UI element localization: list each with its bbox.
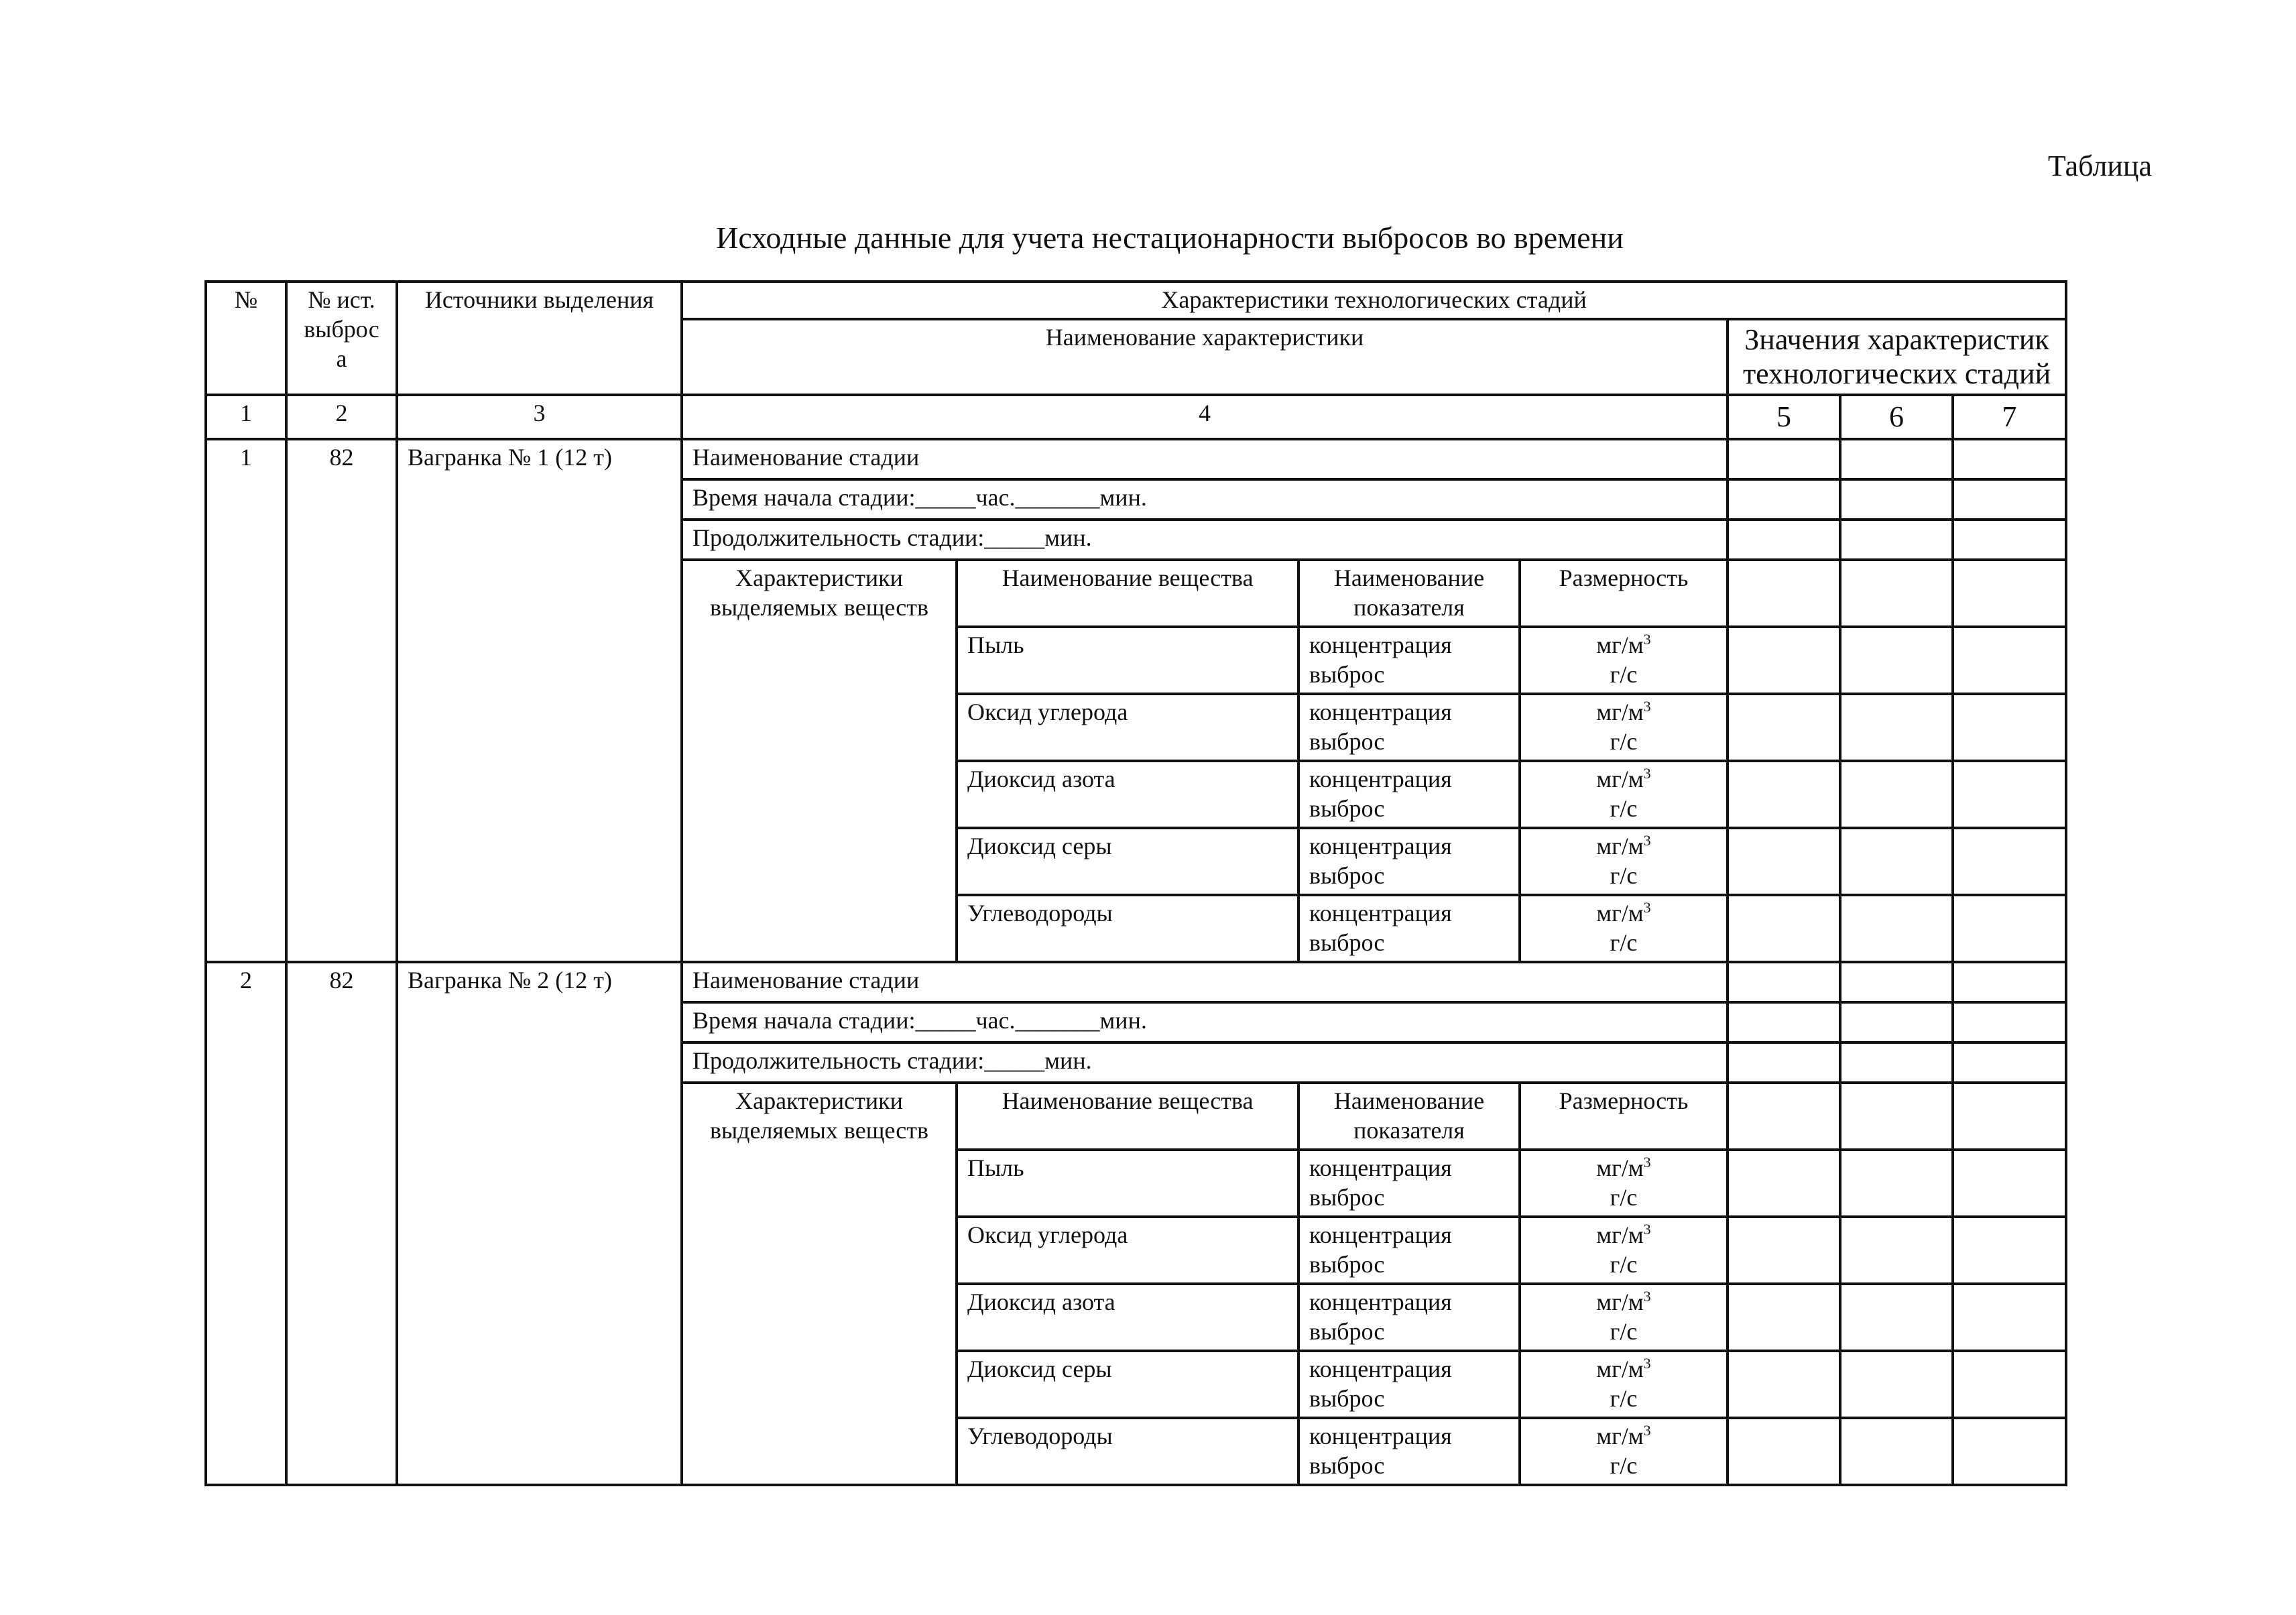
value-cell [1728, 1418, 1840, 1485]
column-number-1: 1 [206, 395, 286, 439]
substance-name-header: Наименование вещества [957, 1083, 1298, 1150]
header-characteristic-values: Значения характеристик технологических стадий [1728, 319, 2066, 395]
value-cell [1728, 694, 1840, 761]
dimension-cell: $мг/м^3$ г/с [1520, 1418, 1728, 1485]
value-cell [1840, 1351, 1953, 1418]
value-cell [1953, 560, 2066, 627]
value-cell [1953, 479, 2066, 520]
value-cell [1840, 895, 1953, 962]
substance-name: Оксид углерода [957, 694, 1298, 761]
indicator-cell: концентрация выброс [1298, 1284, 1520, 1351]
emission-source-number: 82 [286, 439, 397, 962]
substance-name: Углеводороды [957, 1418, 1298, 1485]
value-cell [1728, 1083, 1840, 1150]
dimension-cell: $мг/м^3$ г/с [1520, 1217, 1728, 1284]
indicator-cell: концентрация выброс [1298, 694, 1520, 761]
value-cell [1953, 520, 2066, 560]
substance-name: Диоксид азота [957, 1284, 1298, 1351]
value-cell [1728, 828, 1840, 895]
indicator-cell: концентрация выброс [1298, 1150, 1520, 1217]
row-number: 1 [206, 439, 286, 962]
value-cell [1840, 479, 1953, 520]
header-no: № [206, 282, 286, 395]
dimension-header: Размерность [1520, 560, 1728, 627]
value-cell [1953, 627, 2066, 694]
value-cell [1953, 1002, 2066, 1042]
value-cell [1840, 1217, 1953, 1284]
value-cell [1840, 560, 1953, 627]
value-cell [1840, 1042, 1953, 1083]
indicator-cell: концентрация выброс [1298, 761, 1520, 828]
value-cell [1840, 1418, 1953, 1485]
column-number-7: 7 [1953, 395, 2066, 439]
value-cell [1953, 694, 2066, 761]
value-cell [1728, 895, 1840, 962]
document-title: Исходные данные для учета нестационарности выбросов во времени [716, 221, 1624, 255]
substance-name: Углеводороды [957, 895, 1298, 962]
dimension-cell: $мг/м^3$ г/с [1520, 1284, 1728, 1351]
row-number-continued [206, 1002, 286, 1485]
value-cell [1953, 439, 2066, 479]
row-number: 2 [206, 962, 286, 1002]
substance-name-header: Наименование вещества [957, 560, 1298, 627]
stage-name-label: Наименование стадии [682, 962, 1728, 1002]
value-cell [1728, 627, 1840, 694]
substance-name: Диоксид серы [957, 1351, 1298, 1418]
value-cell [1728, 1351, 1840, 1418]
column-number-3: 3 [397, 395, 682, 439]
dimension-cell: $мг/м^3$ г/с [1520, 1150, 1728, 1217]
value-cell [1840, 439, 1953, 479]
value-cell [1840, 520, 1953, 560]
value-cell [1953, 1418, 2066, 1485]
value-cell [1728, 439, 1840, 479]
value-cell [1728, 1150, 1840, 1217]
indicator-name-header: Наименование показателя [1298, 1083, 1520, 1150]
source-group-2 [206, 962, 2066, 1485]
source-name: Вагранка № 2 (12 т) [397, 962, 682, 1002]
indicator-cell: концентрация выброс [1298, 627, 1520, 694]
column-number-6: 6 [1840, 395, 1953, 439]
value-cell [1728, 1217, 1840, 1284]
stage-name-label: Наименование стадии [682, 439, 1728, 479]
value-cell [1953, 1150, 2066, 1217]
substance-name: Пыль [957, 627, 1298, 694]
value-cell [1728, 761, 1840, 828]
substance-name: Диоксид серы [957, 828, 1298, 895]
dimension-header: Размерность [1520, 1083, 1728, 1150]
column-number-5: 5 [1728, 395, 1840, 439]
header-tech-stages: Характеристики технологических стадий [682, 282, 2066, 319]
source-name: Вагранка № 1 (12 т) [397, 439, 682, 962]
substance-name: Пыль [957, 1150, 1298, 1217]
indicator-cell: концентрация выброс [1298, 895, 1520, 962]
value-cell [1953, 1083, 2066, 1150]
dimension-cell: $мг/м^3$ г/с [1520, 761, 1728, 828]
value-cell [1728, 962, 1840, 1002]
value-cell [1840, 828, 1953, 895]
value-cell [1840, 962, 1953, 1002]
value-cell [1953, 1284, 2066, 1351]
value-cell [1840, 1150, 1953, 1217]
stage-start-time-label: Время начала стадии:_____час._______мин. [682, 1002, 1728, 1042]
value-cell [1840, 1002, 1953, 1042]
indicator-cell: концентрация выброс [1298, 828, 1520, 895]
table-label: Таблица [2047, 149, 2152, 182]
value-cell [1728, 1002, 1840, 1042]
emission-source-number: 82 [286, 962, 397, 1002]
value-cell [1953, 761, 2066, 828]
header-sources: Источники выделения [397, 282, 682, 395]
value-cell [1840, 761, 1953, 828]
indicator-cell: концентрация выброс [1298, 1217, 1520, 1284]
value-cell [1728, 560, 1840, 627]
source-group-1 [206, 439, 2066, 962]
stage-duration-label: Продолжительность стадии:_____мин. [682, 1042, 1728, 1083]
value-cell [1953, 828, 2066, 895]
source-name-continued [397, 1002, 682, 1485]
value-cell [1840, 694, 1953, 761]
value-cell [1728, 1284, 1840, 1351]
value-cell [1953, 1042, 2066, 1083]
value-cell [1840, 1083, 1953, 1150]
header-characteristic-name: Наименование характеристики [682, 319, 1728, 395]
column-number-2: 2 [286, 395, 397, 439]
indicator-cell: концентрация выброс [1298, 1351, 1520, 1418]
value-cell [1728, 479, 1840, 520]
dimension-cell: $мг/м^3$ г/с [1520, 895, 1728, 962]
dimension-cell: $мг/м^3$ г/с [1520, 627, 1728, 694]
value-cell [1953, 1217, 2066, 1284]
substance-name: Диоксид азота [957, 761, 1298, 828]
substances-characteristics-label: Характеристики выделяемых веществ [682, 1083, 957, 1485]
stage-start-time-label: Время начала стадии:_____час._______мин. [682, 479, 1728, 520]
dimension-cell: $мг/м^3$ г/с [1520, 694, 1728, 761]
substances-characteristics-label: Характеристики выделяемых веществ [682, 560, 957, 962]
value-cell [1953, 1351, 2066, 1418]
value-cell [1953, 895, 2066, 962]
value-cell [1840, 627, 1953, 694]
value-cell [1728, 1042, 1840, 1083]
stage-duration-label: Продолжительность стадии:_____мин. [682, 520, 1728, 560]
dimension-cell: $мг/м^3$ г/с [1520, 1351, 1728, 1418]
emission-source-continued [286, 1002, 397, 1485]
substance-name: Оксид углерода [957, 1217, 1298, 1284]
value-cell [1728, 520, 1840, 560]
header-emission-source-no: № ист. выброс а [286, 282, 397, 395]
indicator-name-header: Наименование показателя [1298, 560, 1520, 627]
column-number-4: 4 [682, 395, 1728, 439]
indicator-cell: концентрация выброс [1298, 1418, 1520, 1485]
value-cell [1953, 962, 2066, 1002]
value-cell [1840, 1284, 1953, 1351]
emissions-table [204, 280, 2067, 1486]
dimension-cell: $мг/м^3$ г/с [1520, 828, 1728, 895]
